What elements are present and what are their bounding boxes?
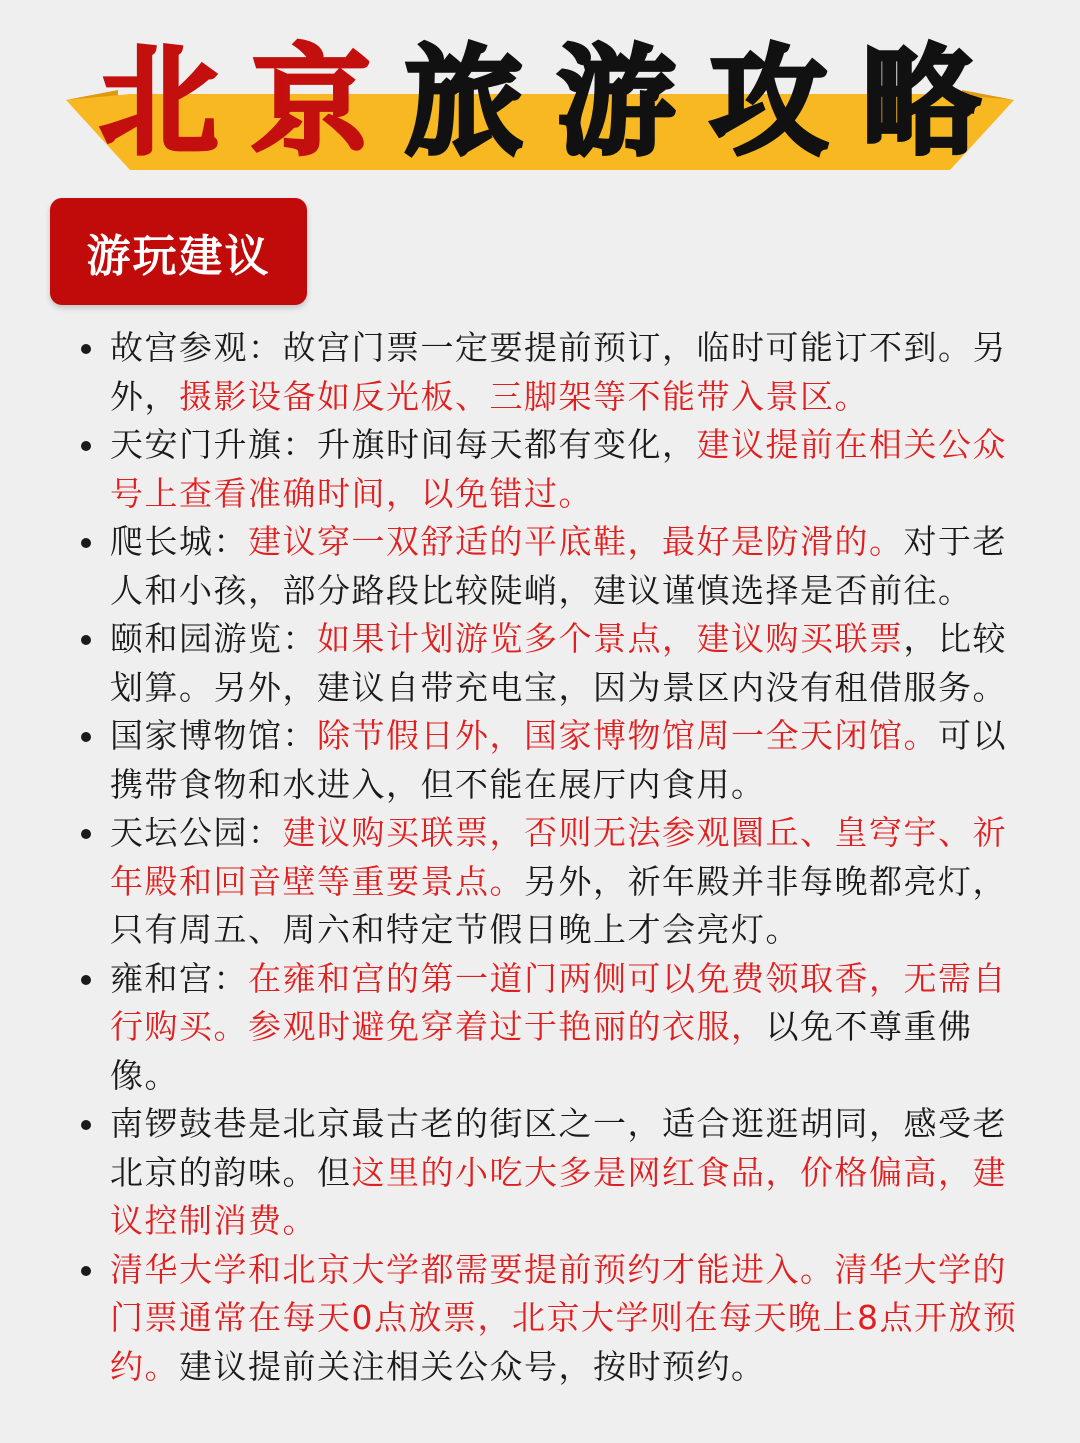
tip-item bbox=[78, 421, 1028, 518]
tip-item bbox=[78, 955, 1028, 1101]
tip-highlight-text: 摄影设备如反光板、三脚架等不能带入景区。 bbox=[179, 376, 869, 416]
title-char: 旅 bbox=[404, 33, 523, 171]
tip-highlight-text: 建议穿一双舒适的平底鞋，最好是防滑的。 bbox=[248, 522, 904, 561]
page-title bbox=[100, 32, 980, 172]
tip-highlight-text: 在雍和宫的第一道门两侧可以免费领取香，无需自行购买。参观时避免穿着过于艳丽的衣服， bbox=[110, 958, 1007, 1046]
title-char: 北 bbox=[100, 33, 219, 171]
tips-list bbox=[78, 324, 1028, 1391]
tip-text: ，比较划算。另外，建议自带充电宝，因为景区内没有租借服务。 bbox=[110, 619, 1007, 707]
tip-item bbox=[78, 518, 1028, 615]
tip-highlight-text: 如果计划游览多个景点，建议购买联票 bbox=[317, 619, 904, 658]
tip-text: 天坛公园： bbox=[110, 813, 283, 852]
tip-highlight-text: 这里的小吃大多是网红食品，价格偏高，建议控制消费。 bbox=[110, 1152, 1007, 1240]
tip-text: 建议提前关注相关公众号，按时预约。 bbox=[179, 1346, 766, 1386]
tip-item bbox=[78, 1100, 1028, 1246]
tip-item bbox=[78, 615, 1028, 712]
tip-text: 天安门升旗：升旗时间每天都有变化， bbox=[110, 425, 697, 464]
section-label: 游玩建议 bbox=[50, 198, 307, 305]
title-char: 游 bbox=[557, 33, 676, 171]
tip-highlight-text: 建议购买联票，否则无法参观圜丘、皇穹宇、祈年殿和回音壁等重要景点。 bbox=[110, 813, 1007, 901]
tip-text: 对于老人和小孩，部分路段比较陡峭，建议谨慎选择是否前往。 bbox=[110, 522, 1007, 610]
tip-text: 爬长城： bbox=[110, 522, 248, 561]
tip-text: 以免不尊重佛像。 bbox=[110, 1007, 973, 1095]
tip-item bbox=[78, 1246, 1028, 1392]
title-char: 略 bbox=[861, 33, 980, 171]
tip-text: 可以携带食物和水进入，但不能在展厅内食用。 bbox=[110, 716, 1007, 804]
tip-highlight-text: 除节假日外，国家博物馆周一全天闭馆。 bbox=[317, 716, 938, 755]
tip-text: 雍和宫： bbox=[110, 958, 248, 998]
tip-item bbox=[78, 809, 1028, 955]
tip-text: 南锣鼓巷是北京最古老的街区之一，适合逛逛胡同，感受老北京的韵味。但 bbox=[110, 1104, 1007, 1192]
tip-text: 国家博物馆： bbox=[110, 716, 317, 755]
tip-text: 颐和园游览： bbox=[110, 619, 317, 658]
tip-text: 故宫参观：故宫门票一定要提前预订，临时可能订不到。另外， bbox=[110, 328, 1007, 416]
tip-item bbox=[78, 324, 1028, 421]
tip-item bbox=[78, 712, 1028, 809]
tip-highlight-text: 清华大学和北京大学都需要提前预约才能进入。清华大学的门票通常在每天0点放票，北京大学则在每天晚上8点开放预约。 bbox=[110, 1249, 1018, 1386]
tip-highlight-text: 建议提前在相关公众号上查看准确时间，以免错过。 bbox=[110, 425, 1007, 513]
tip-text: 另外，祈年殿并非每晚都亮灯，只有周五、周六和特定节假日晚上才会亮灯。 bbox=[110, 861, 1007, 949]
title-char: 京 bbox=[252, 33, 371, 171]
title-char: 攻 bbox=[709, 33, 828, 171]
